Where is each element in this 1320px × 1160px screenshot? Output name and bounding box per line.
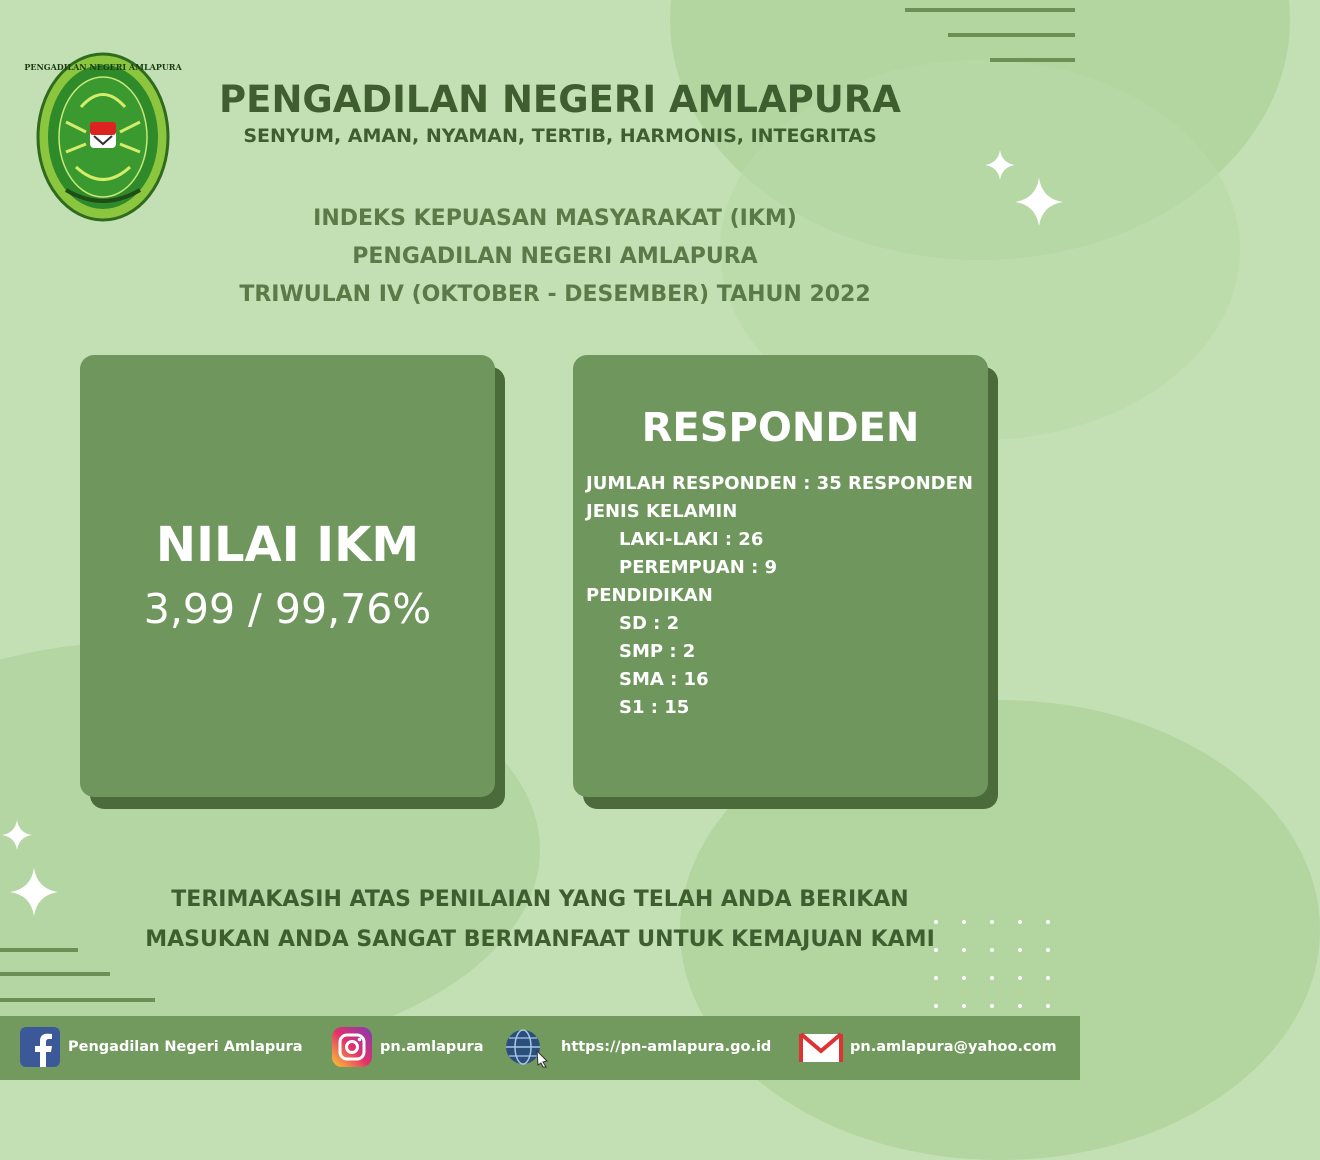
footer-email[interactable] xyxy=(800,1027,1057,1067)
mail-icon xyxy=(800,1027,842,1067)
laki-laki-count: LAKI-LAKI : 26 xyxy=(619,529,764,550)
instagram-label: pn.amlapura xyxy=(380,1039,484,1055)
facebook-label: Pengadilan Negeri Amlapura xyxy=(68,1039,303,1055)
jenis-kelamin-heading: JENIS KELAMIN xyxy=(586,501,738,522)
sma-count: SMA : 16 xyxy=(619,669,709,690)
footer-website[interactable] xyxy=(503,1027,771,1067)
footer-facebook[interactable] xyxy=(20,1027,303,1067)
sd-count: SD : 2 xyxy=(619,613,680,634)
perempuan-count: PEREMPUAN : 9 xyxy=(619,557,778,578)
decor-stripe xyxy=(990,58,1075,62)
smp-count: SMP : 2 xyxy=(619,641,696,662)
pendidikan-heading: PENDIDIKAN xyxy=(586,585,713,606)
sparkle-icon xyxy=(1015,178,1063,226)
decor-stripe xyxy=(0,972,110,976)
website-label: https://pn-amlapura.go.id xyxy=(561,1039,772,1055)
thanks-line: TERIMAKASIH ATAS PENILAIAN YANG TELAH ANDA BERIKAN xyxy=(171,887,909,912)
responden-list xyxy=(586,470,986,722)
decor-stripe xyxy=(0,998,155,1002)
header xyxy=(200,78,920,150)
page-title: PENGADILAN NEGERI AMLAPURA xyxy=(219,78,901,121)
subtitle-block xyxy=(140,200,970,314)
motto: SENYUM, AMAN, NYAMAN, TERTIB, HARMONIS, INTEGRITAS xyxy=(243,125,877,147)
decor-stripe xyxy=(948,33,1075,37)
s1-count: S1 : 15 xyxy=(619,697,690,718)
court-logo xyxy=(24,52,182,222)
subtitle-line: PENGADILAN NEGERI AMLAPURA xyxy=(352,244,758,269)
instagram-icon xyxy=(332,1027,372,1067)
sparkle-icon xyxy=(2,820,32,850)
thanks-line: MASUKAN ANDA SANGAT BERMANFAAT UNTUK KEMAJUAN KAMI xyxy=(145,927,935,952)
logo-lettering: PENGADILAN NEGERI AMLAPURA xyxy=(24,62,182,72)
ikm-label: NILAI IKM xyxy=(155,517,420,573)
sparkle-icon xyxy=(985,150,1015,180)
ikm-value: 3,99 / 99,76% xyxy=(143,585,432,633)
jumlah-responden: JUMLAH RESPONDEN : 35 RESPONDEN xyxy=(586,473,973,494)
globe-icon xyxy=(503,1027,553,1067)
sparkle-icon xyxy=(10,868,58,916)
thanks-message xyxy=(80,880,1000,960)
footer-instagram[interactable] xyxy=(332,1027,484,1067)
decor-stripe xyxy=(905,8,1075,12)
email-label: pn.amlapura@yahoo.com xyxy=(850,1039,1057,1055)
responden-title: RESPONDEN xyxy=(641,405,920,451)
decor-stripe xyxy=(0,948,78,952)
ikm-card xyxy=(80,355,495,797)
subtitle-line: TRIWULAN IV (OKTOBER - DESEMBER) TAHUN 2022 xyxy=(239,282,871,307)
facebook-icon xyxy=(20,1027,60,1067)
subtitle-line: INDEKS KEPUASAN MASYARAKAT (IKM) xyxy=(313,206,797,231)
